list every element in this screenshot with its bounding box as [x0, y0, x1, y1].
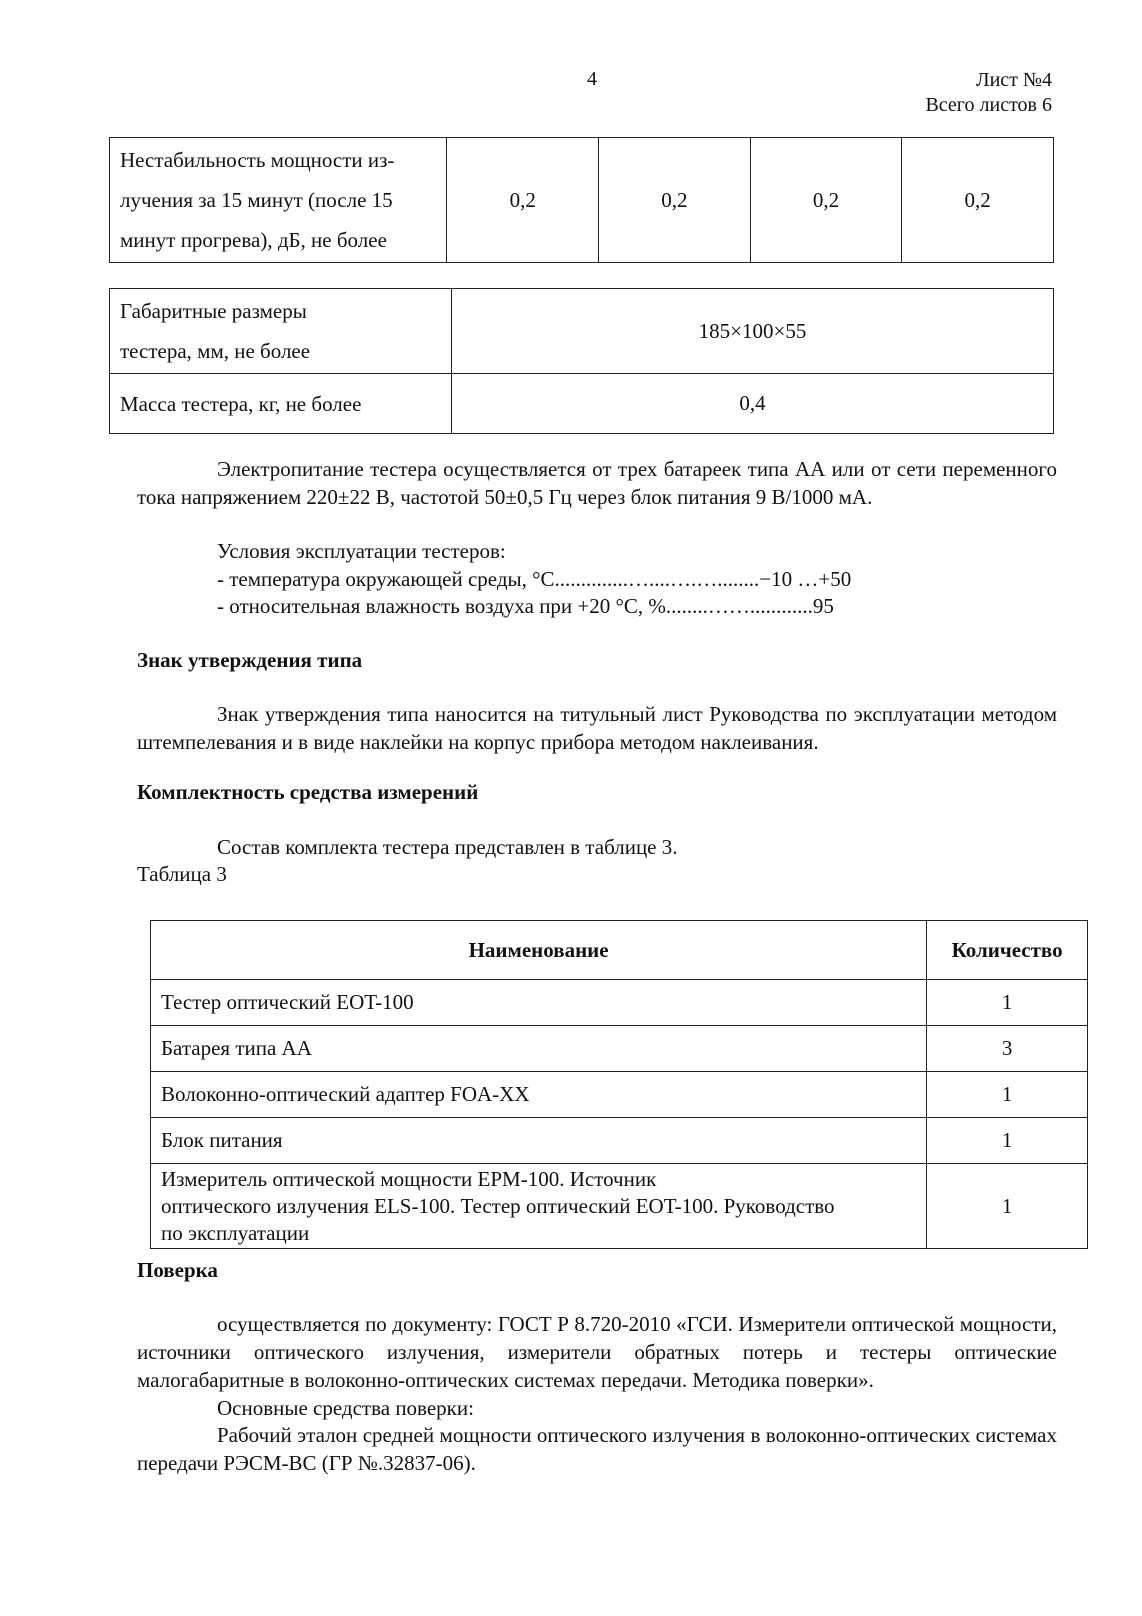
table-row: [110, 374, 1054, 434]
table-row: [151, 1072, 1088, 1118]
page-number: 4: [587, 68, 597, 90]
item-name: Измеритель оптической мощности EPM-100. Источник оптического излучения ELS-100. Тестер оптический EOT-100. Руководство по эксплуатации: [151, 1164, 927, 1249]
table-row: [110, 138, 1054, 263]
item-quantity: 1: [927, 980, 1088, 1026]
item-name: Блок питания: [151, 1118, 927, 1164]
sheet-number: Лист №4: [976, 69, 1052, 91]
total-sheets: Всего листов 6: [925, 94, 1052, 116]
table-cell: 0,2: [902, 138, 1054, 263]
table-caption: Таблица 3: [137, 862, 227, 886]
item-quantity: 1: [927, 1164, 1088, 1249]
item-quantity: 3: [927, 1026, 1088, 1072]
verification-text: осуществляется по документу: ГОСТ Р 8.720-2010 «ГСИ. Измерители оптической мощности, источники оптического излучения, измерители обратных потерь и тестеры оптические малогабаритные в волоконно-оптических системах передачи. Методика поверки».: [137, 1312, 1057, 1392]
table-row: [151, 1118, 1088, 1164]
conditions-humidity: - относительная влажность воздуха при +20 °С, %........……............95: [217, 594, 834, 618]
item-name: Тестер оптический EOT-100: [151, 980, 927, 1026]
verification-heading: Поверка: [137, 1258, 218, 1282]
kit-table: [150, 920, 1088, 1249]
approval-heading: Знак утверждения типа: [137, 648, 363, 672]
item-name: Волоконно-оптический адаптер FOA-XX: [151, 1072, 927, 1118]
completeness-heading: Комплектность средства измерений: [137, 780, 479, 804]
item-quantity: 1: [927, 1072, 1088, 1118]
instability-label: Нестабильность мощности из- лучения за 15 минут (после 15 минут прогрева), дБ, не более: [110, 138, 447, 263]
completeness-intro: Состав комплекта тестера представлен в таблице 3.: [217, 835, 678, 859]
verification-means-text: Рабочий эталон средней мощности оптического излучения в волоконно-оптических системах передачи РЭСМ-ВС (ГР №.32837-06).: [137, 1423, 1057, 1475]
table-cell: 0,2: [447, 138, 599, 263]
verification-means-title: Основные средства поверки:: [217, 1396, 474, 1420]
column-header-quantity: Количество: [927, 921, 1088, 980]
table-row: [151, 980, 1088, 1026]
approval-text: Знак утверждения типа наносится на титульный лист Руководства по эксплуатации методом штемпелевания и в виде наклейки на корпус прибора методом наклеивания.: [137, 702, 1057, 754]
conditions-temperature: - температура окружающей среды, °С..............…....….…........−10 …+50: [217, 567, 852, 591]
table-row: [151, 1026, 1088, 1072]
item-name: Батарея типа АА: [151, 1026, 927, 1072]
mass-label: Масса тестера, кг, не более: [110, 374, 452, 434]
table-row: [151, 1164, 1088, 1249]
sheet-info: [925, 68, 1052, 118]
column-header-name: Наименование: [151, 921, 927, 980]
power-paragraph: Электропитание тестера осуществляется от трех батареек типа АА или от сети переменного тока напряжением 220±22 В, частотой 50±0,5 Гц через блок питания 9 В/1000 мА.: [137, 457, 1057, 509]
dimensions-value: 185×100×55: [452, 289, 1054, 374]
table-header-row: [151, 921, 1088, 980]
table-row: [110, 289, 1054, 374]
table-cell: 0,2: [599, 138, 751, 263]
mass-value: 0,4: [452, 374, 1054, 434]
dimensions-label: Габаритные размеры тестера, мм, не более: [110, 289, 452, 374]
table-cell: 0,2: [750, 138, 902, 263]
item-quantity: 1: [927, 1118, 1088, 1164]
instability-table: [109, 137, 1054, 263]
conditions-title: Условия эксплуатации тестеров:: [217, 539, 506, 563]
dimensions-table: [109, 288, 1054, 434]
